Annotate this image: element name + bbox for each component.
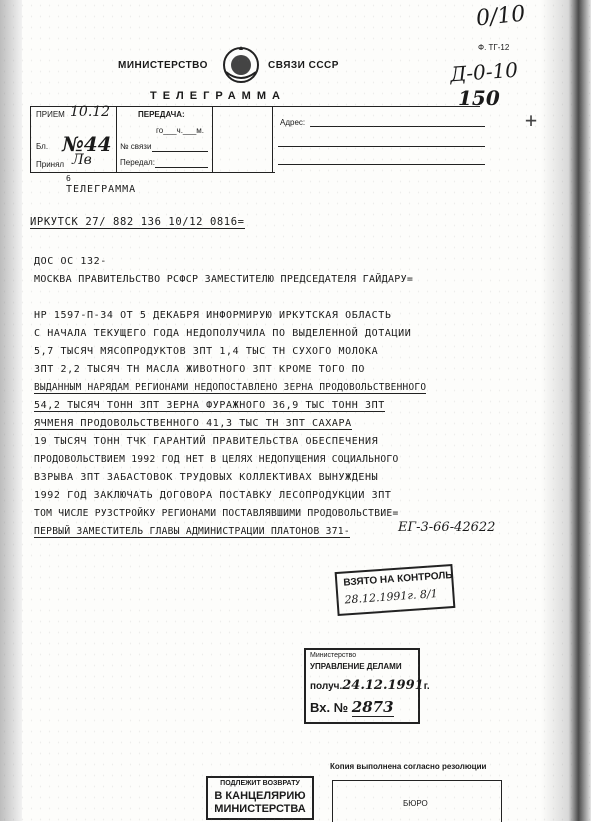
- scan-right-edge: [541, 0, 591, 821]
- form-left-border: [30, 106, 31, 172]
- telegram-service-line: ДОС ОС 132-: [34, 256, 107, 267]
- telegram-body-line: 5,7 ТЫСЯЧ МЯСОПРОДУКТОВ ЗПТ 1,4 ТЫС ТН СУХОГО МОЛОКА: [34, 346, 379, 357]
- form-divider-3: [272, 106, 273, 172]
- telegram-body-line: ПРОДОВОЛЬСТВИЕМ 1992 ГОД НЕТ В ЦЕЛЯХ НЕДОПУЩЕНИЯ СОЦИАЛЬНОГО: [34, 454, 399, 465]
- incoming-number-label: Вх. №: [310, 700, 349, 715]
- ministry-label-right: СВЯЗИ СССР: [268, 60, 339, 71]
- return-stamp: [206, 776, 314, 820]
- telegram-body-line: ЯЧМЕНЯ ПРОДОВОЛЬСТВЕННОГО 41,3 ТЫС ТН ЗПТ САХАРА: [34, 418, 352, 429]
- address-line-2: [278, 146, 485, 147]
- form-divider-2: [212, 106, 213, 172]
- transmission-time: го___ч.___м.: [156, 126, 204, 135]
- ministry-label-left: МИНИСТЕРСТВО: [118, 60, 208, 71]
- scan-left-edge: [0, 0, 22, 821]
- received-label: ПРИЕМ: [36, 110, 65, 119]
- sent-label: Передал:: [120, 158, 155, 167]
- telegram-body-line: ВЫДАННЫМ НАРЯДАМ РЕГИОНАМИ НЕДОПОСТАВЛЕНО ЗЕРНА ПРОДОВОЛЬСТВЕННОГО: [34, 382, 427, 393]
- telegram-body-line: ЗПТ 2,2 ТЫСЯЧ ТН МАСЛА ЖИВОТНОГО ЗПТ КРОМЕ ТОГО ПО: [34, 364, 366, 375]
- telegram-body-line: С НАЧАЛА ТЕКУЩЕГО ГОДА НЕДОПОЛУЧИЛА ПО ВЫДЕЛЕННОЙ ДОТАЦИИ: [34, 328, 412, 339]
- telegram-header-word: ТЕЛЕГРАММА: [66, 184, 137, 195]
- telegram-body-line: ПЕРВЫЙ ЗАМЕСТИТЕЛЬ ГЛАВЫ АДМИНИСТРАЦИИ ПЛАТОНОВ 371-: [34, 526, 350, 537]
- telegram-address-line: МОСКВА ПРАВИТЕЛЬСТВО РСФСР ЗАМЕСТИТЕЛЮ ПРЕДСЕДАТЕЛЯ ГАЙДАРУ=: [34, 274, 414, 285]
- form-bottom-rule: [30, 172, 275, 173]
- plus-mark-icon: +: [525, 108, 538, 132]
- link-label: № связи: [120, 142, 152, 151]
- accepted-label: Принял: [36, 160, 65, 169]
- ussr-emblem-icon: [220, 44, 262, 86]
- incoming-number-handwritten: 2873: [351, 698, 394, 716]
- telegram-body-line: НР 1597-П-34 ОТ 5 ДЕКАБРЯ ИНФОРМИРУЮ ИРКУТСКАЯ ОБЛАСТЬ: [34, 310, 392, 321]
- address-label: Адрес:: [280, 118, 306, 127]
- incoming-number-row: [310, 698, 394, 716]
- incoming-received-label: получ.: [310, 681, 343, 692]
- telegram-origin-line: ИРКУТСК 27/ 882 136 10/12 0816=: [30, 216, 245, 228]
- bureau-label: БЮРО: [403, 799, 428, 808]
- address-line-1: [310, 126, 485, 127]
- address-line-3: [278, 164, 485, 165]
- incoming-received-suffix: г.: [423, 681, 430, 692]
- control-stamp: [335, 564, 456, 616]
- return-stamp-line2: В КАНЦЕЛЯРИЮ: [214, 790, 306, 802]
- resolution-note: Копия выполнена согласно резолюции: [330, 762, 487, 771]
- telegram-body-line: 1992 ГОД ЗАКЛЮЧАТЬ ДОГОВОРА ПОСТАВКУ ЛЕСОПРОДУКЦИИ ЗПТ: [34, 490, 392, 501]
- incoming-stamp-line2: УПРАВЛЕНИЕ ДЕЛАМИ: [310, 662, 402, 671]
- return-stamp-line1: ПОДЛЕЖИТ ВОЗВРАТУ: [220, 780, 300, 787]
- accepted-handwritten: Лв: [72, 152, 92, 168]
- telegram-body-line: 54,2 ТЫСЯЧ ТОНН ЗПТ ЗЕРНА ФУРАЖНОГО 36,9 ТЫС ТОНН ЗПТ: [34, 400, 385, 411]
- telegram-body-line: ВЗРЫВА ЗПТ ЗАБАСТОВОК ТРУДОВЫХ КОЛЛЕКТИВАХ ВЫНУЖДЕНЫ: [34, 472, 379, 483]
- bl-label: Бл.: [36, 142, 49, 151]
- link-field-line: [152, 151, 208, 152]
- page-number-handwritten: 0/10: [474, 1, 527, 32]
- control-stamp-title: ВЗЯТО НА КОНТРОЛЬ: [343, 569, 453, 589]
- form-divider-1: [116, 106, 117, 172]
- transmission-title: ПЕРЕДАЧА:: [138, 110, 185, 119]
- corner-number-handwritten: Д-0-10: [449, 57, 519, 87]
- telegram-body-line: ТОМ ЧИСЛЕ РУЗСТРОЙКУ РЕГИОНАМИ ПОСТАВЛЯВШИМИ ПРОДОВОЛЬСТВИЕ=: [34, 508, 399, 519]
- incoming-received-date: 24.12.1991: [342, 678, 424, 693]
- corner-number2-handwritten: 150: [458, 86, 500, 110]
- return-stamp-line3: МИНИСТЕРСТВА: [214, 803, 306, 815]
- telegram-number-handwritten: №44: [62, 132, 112, 156]
- sent-field-line: [155, 167, 208, 168]
- small-mark: 6: [66, 174, 71, 183]
- signature-code-handwritten: ЕГ-3-66-42622: [398, 520, 496, 535]
- telegram-body-line: 19 ТЫСЯЧ ТОНН ТЧК ГАРАНТИЙ ПРАВИТЕЛЬСТВА ОБЕСПЕЧЕНИЯ: [34, 436, 379, 447]
- bureau-box: [332, 780, 502, 822]
- form-title: ТЕЛЕГРАММА: [150, 90, 286, 102]
- received-time-handwritten: 10.12: [70, 104, 111, 120]
- form-code: Ф. ТГ-12: [478, 43, 510, 52]
- incoming-stamp: [304, 648, 430, 724]
- control-stamp-date: 28.12.1991г. 8/1: [344, 587, 439, 607]
- incoming-received-row: [310, 678, 430, 693]
- incoming-stamp-line1: Министерство: [310, 652, 357, 659]
